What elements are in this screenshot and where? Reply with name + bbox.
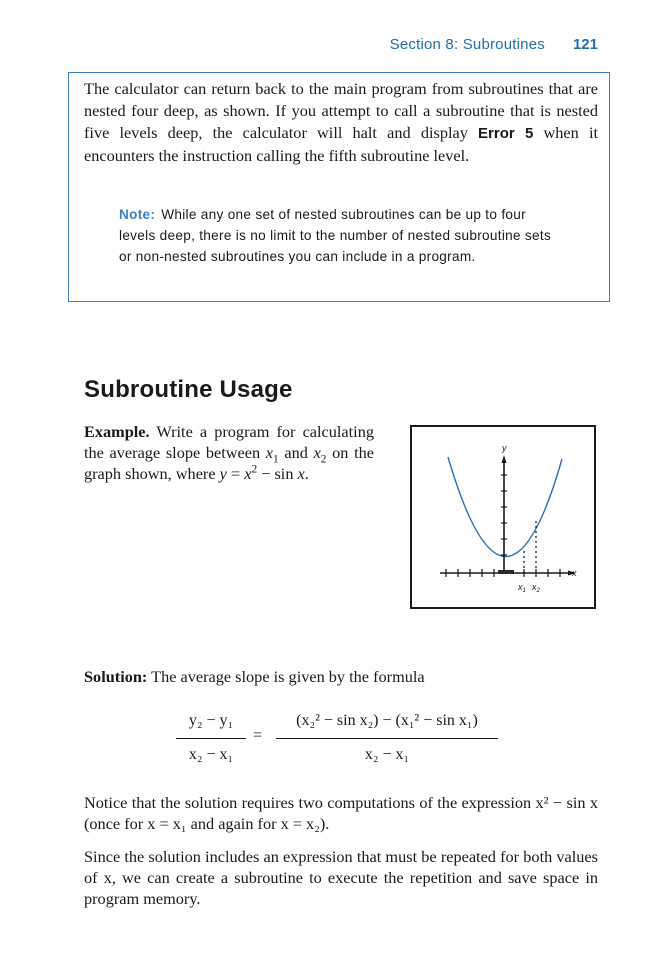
- solution-label: Solution:: [84, 667, 148, 686]
- section-title: Section 8: Subroutines: [389, 36, 545, 53]
- var-x2: x: [313, 443, 321, 462]
- example-text-1: Write a program for calculating the average slope between: [84, 422, 374, 462]
- callout-text-part-2: when it encounters the instruction calling the fifth subroutine level.: [84, 123, 598, 165]
- formula-lhs-bar: [176, 738, 246, 739]
- page-number: 121: [572, 36, 598, 53]
- callout-text-part-1: The calculator can return back to the main program from subroutines that are nested four deep, as shown. If you attempt to call a subroutine that is nested five levels deep, the calculator will halt and display: [84, 79, 598, 142]
- var-x-sin: x: [297, 464, 305, 483]
- example-paragraph: [84, 421, 374, 484]
- x-axis-label: x: [572, 568, 577, 578]
- callout-text: [84, 78, 598, 167]
- y-axis-label: y: [502, 443, 507, 453]
- function-graph: [410, 425, 596, 609]
- section-heading: Subroutine Usage: [84, 376, 293, 403]
- example-label: Example.: [84, 422, 150, 441]
- period: .: [304, 464, 309, 483]
- sub-2: 2: [320, 453, 327, 466]
- formula-equals: =: [253, 727, 263, 744]
- formula-rhs-bar: [276, 738, 498, 739]
- y-axis-arrow: [502, 455, 507, 463]
- running-head: [390, 36, 598, 53]
- formula-lhs-numerator: y₂ − y₁: [188, 712, 234, 729]
- graph-svg: [412, 427, 594, 607]
- formula-lhs-denominator: x₂ − x₁: [188, 746, 234, 763]
- formula-rhs-denominator: x₂ − x₁: [364, 746, 410, 763]
- formula-rhs-numerator: (x₂² − sin x₂) − (x₁² − sin x₁): [296, 712, 478, 729]
- and-text: and: [278, 443, 314, 462]
- var-x1: x: [265, 443, 274, 462]
- notice-paragraph: Notice that the solution requires two computations of the expression x² − sin x (once for x = x₁ and again for x = x₂).: [84, 793, 598, 833]
- x1-label: $x_1$: [518, 582, 526, 594]
- example-text-2: on the graph shown, where: [84, 443, 375, 483]
- sub-1: 1: [273, 453, 279, 466]
- square-sup: 2: [251, 463, 258, 476]
- var-x-sq: x: [244, 464, 252, 483]
- equals-text: =: [226, 464, 245, 483]
- x2-label: $x_2$: [532, 582, 540, 594]
- note-label: Note:: [119, 207, 156, 222]
- var-y: y: [219, 464, 227, 483]
- solution-line: [84, 667, 425, 687]
- solution-text: The average slope is given by the formula: [147, 667, 425, 686]
- note-text: While any one set of nested subroutines can be up to four levels deep, there is no limit to the number of nested subroutine sets or non-nested subroutines you can include in a program.: [119, 207, 552, 264]
- subroutine-paragraph: Since the solution includes an expression that must be repeated for both values of x, we can create a subroutine to execute the repetition and save space in program memory.: [84, 847, 598, 908]
- error-label: Error 5: [478, 125, 534, 142]
- minimum-marker: [498, 570, 514, 574]
- note: [119, 204, 565, 267]
- minus-sin-text: − sin: [257, 464, 298, 483]
